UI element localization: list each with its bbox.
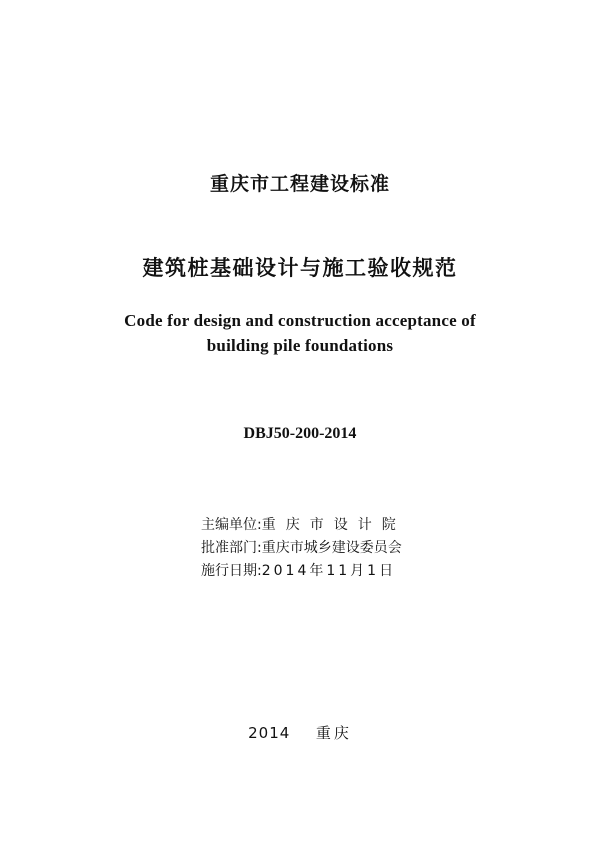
compiler-row: [201, 514, 406, 537]
document-title-chinese: 建筑桩基础设计与施工验收规范: [142, 256, 458, 280]
publication-place: 重庆: [315, 724, 352, 742]
publication-footer: [0, 722, 600, 743]
effective-date-label: 施行日期:: [201, 563, 262, 579]
approver-row: [201, 537, 406, 560]
effective-date-value: 2014年11月1日: [261, 563, 397, 579]
document-title-english-line-1: Code for design and construction acceptance of: [124, 311, 476, 330]
document-title-english-line-2: building pile foundations: [206, 336, 394, 355]
compiler-value: 重庆市设计院: [261, 517, 406, 533]
approver-value: 重庆市城乡建设委员会: [261, 540, 402, 556]
publication-year: 2014: [248, 724, 291, 742]
compiler-label: 主编单位:: [201, 517, 262, 533]
publication-details: [201, 514, 406, 583]
standard-series-title: 重庆市工程建设标准: [209, 173, 390, 195]
effective-date-row: [201, 560, 406, 583]
standard-code: DBJ50-200-2014: [243, 425, 357, 442]
approver-label: 批准部门:: [201, 540, 262, 556]
